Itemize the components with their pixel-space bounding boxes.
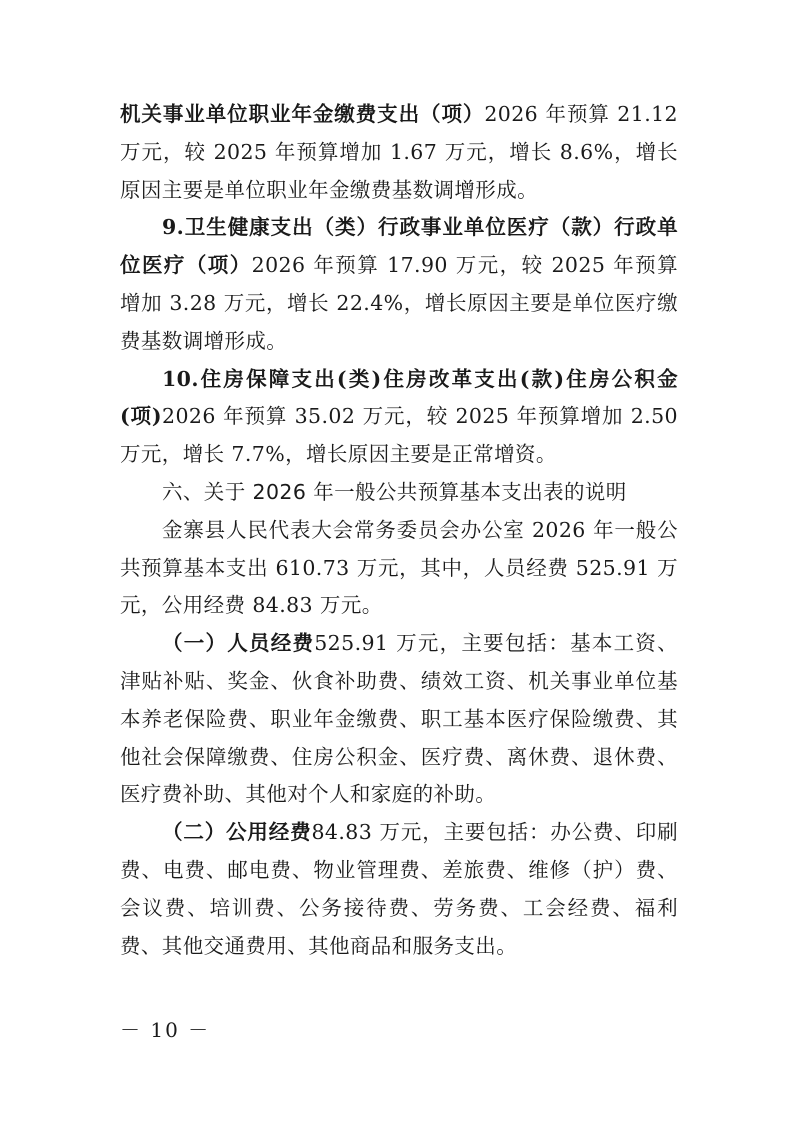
paragraph-health-expense	[120, 209, 678, 360]
paragraph-personnel-expense	[120, 625, 678, 814]
document-page	[120, 96, 678, 965]
item-title-health-expense: 9.卫生健康支出（类）行政事业单位医疗（款）行政单位医疗（项）	[120, 215, 678, 278]
item-text-personnel-expense: 525.91 万元，主要包括：基本工资、津贴补贴、奖金、伙食补助费、绩效工资、机关事业单位基本养老保险费、职业年金缴费、职工基本医疗保险缴费、其他社会保障缴费、住房公积金、医疗费、离休费、退休费、医疗费补助、其他对个人和家庭的补助。	[120, 631, 678, 807]
item-title-pension-annuity: 机关事业单位职业年金缴费支出（项）	[120, 102, 485, 126]
paragraph-public-expense	[120, 814, 678, 965]
section-heading-basic-expenditure: 六、关于 2026 年一般公共预算基本支出表的说明	[162, 479, 627, 504]
item-text-public-expense: 84.83 万元，主要包括：办公费、印刷费、电费、邮电费、物业管理费、差旅费、维修（护）费、会议费、培训费、公务接待费、劳务费、工会经费、福利费、其他交通费用、其他商品和服务支出。	[120, 820, 678, 958]
page-number: － 10 －	[120, 1018, 211, 1042]
paragraph-housing-fund	[120, 361, 678, 474]
item-text-pension-annuity: 2026 年预算 21.12 万元，较 2025 年预算增加 1.67 万元，增长 8.6%，增长原因主要是单位职业年金缴费基数调增形成。	[120, 102, 678, 202]
paragraph-pension-annuity	[120, 96, 678, 209]
item-title-public-expense: （二）公用经费	[162, 820, 312, 845]
paragraph-basic-expenditure-summary: 金寨县人民代表大会常务委员会办公室 2026 年一般公共预算基本支出 610.73 万元，其中，人员经费 525.91 万元，公用经费 84.83 万元。	[120, 517, 678, 618]
item-text-housing-fund: 2026 年预算 35.02 万元，较 2025 年预算增加 2.50 万元，增长 7.7%，增长原因主要是正常增资。	[120, 404, 678, 467]
item-text-health-expense: 2026 年预算 17.90 万元，较 2025 年预算增加 3.28 万元，增长 22.4%，增长原因主要是单位医疗缴费基数调增形成。	[120, 253, 678, 353]
item-title-housing-fund: 10.住房保障支出(类)住房改革支出(款)住房公积金(项)	[120, 366, 678, 429]
item-title-personnel-expense: （一）人员经费	[162, 631, 315, 656]
